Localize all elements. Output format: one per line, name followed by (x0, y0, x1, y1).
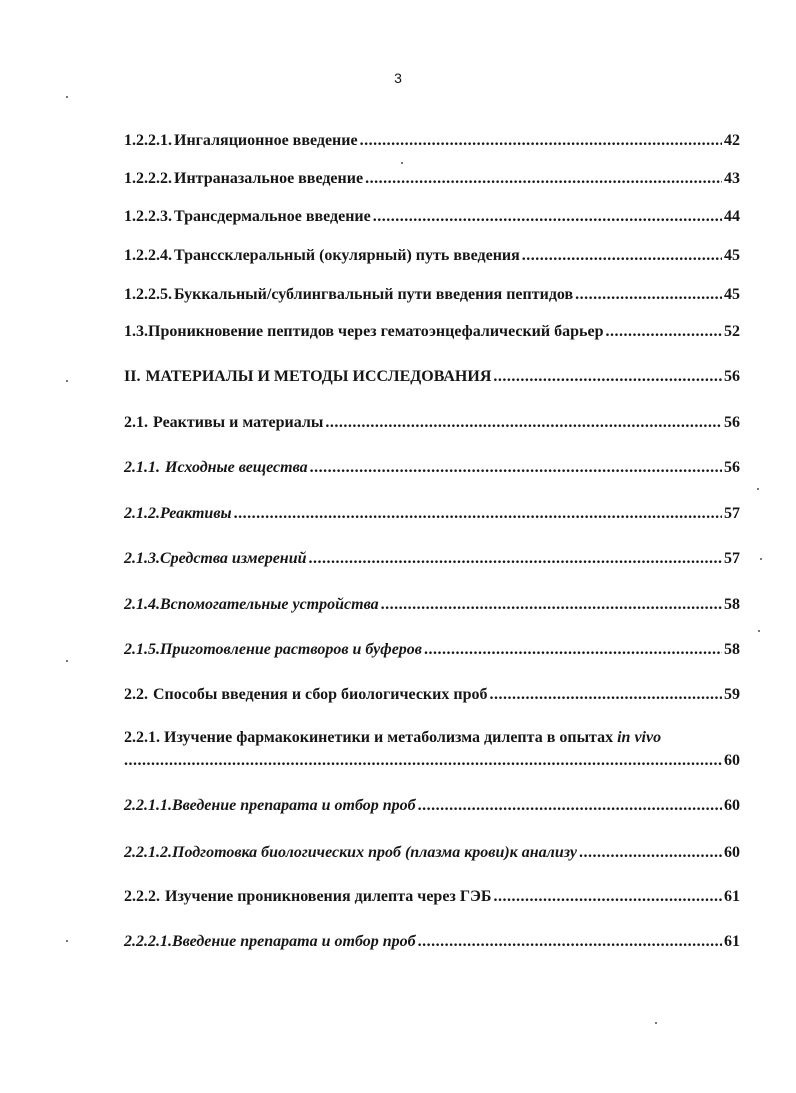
toc-entry-page: 61 (724, 888, 740, 905)
dot-leader (418, 932, 722, 952)
toc-entry-title: Введение препарата и отбор проб (172, 797, 416, 814)
toc-entry-number: 2.2.1.2. (124, 844, 172, 861)
toc-entry[interactable] (124, 169, 740, 189)
toc-entry-number: 2.1.3. (124, 550, 160, 567)
dot-leader (373, 207, 722, 227)
toc-entry-title: Подготовка биологических проб (плазма крови)к анализу (172, 844, 578, 861)
toc-entry-title: Буккальный/сублингвальный пути введения пептидов (174, 286, 574, 303)
toc-entry[interactable] (124, 131, 740, 151)
toc-entry-number: 1.2.2.2. (124, 170, 172, 187)
toc-entry-number: 1.2.2.3. (124, 208, 172, 225)
dot-leader (522, 246, 722, 266)
dot-leader (424, 640, 722, 660)
toc-entry-page: 44 (724, 208, 740, 225)
toc-entry[interactable] (124, 932, 740, 952)
toc-entry-number: 1.2.2.4. (124, 247, 172, 264)
toc-entry[interactable] (124, 728, 740, 748)
toc-entry[interactable] (124, 843, 740, 863)
toc-entry[interactable] (124, 246, 740, 266)
toc-entry[interactable] (124, 796, 740, 816)
toc-entry-title: Способы введения и сбор биологических проб (153, 686, 488, 703)
toc-entry-page: 43 (724, 170, 740, 187)
toc-entry[interactable] (124, 595, 740, 615)
toc-entry-title-italic: in vivo (617, 729, 662, 746)
toc-entry[interactable] (124, 504, 740, 524)
toc-entry-title: Интраназальное введение (174, 170, 364, 187)
toc-entry[interactable] (124, 549, 740, 569)
toc-entry[interactable] (124, 367, 740, 387)
toc-entry-number: 1.3. (124, 323, 148, 340)
dot-leader (575, 285, 722, 305)
toc-entry-title: Изучение фармакокинетики и метаболизма дилепта в опытах (164, 729, 614, 746)
toc-entry[interactable] (124, 413, 740, 433)
scan-speck (66, 940, 68, 942)
dot-leader (493, 887, 722, 907)
scan-speck (757, 488, 759, 490)
toc-entry-number: 2.2.1.1. (124, 797, 172, 814)
dot-leader (124, 751, 722, 771)
toc-entry-page: 45 (724, 247, 740, 264)
toc-entry-number: 2.2.1. (124, 729, 160, 746)
dot-leader (234, 504, 722, 524)
toc-entry-number: 2.1.4. (124, 596, 160, 613)
scan-speck (66, 96, 68, 98)
dot-leader (325, 413, 722, 433)
scan-speck (760, 558, 762, 560)
dot-leader (365, 169, 722, 189)
toc-entry-page: 56 (724, 459, 740, 476)
toc-entry-page: 58 (724, 641, 740, 658)
toc-entry-number: 1.2.2.1. (124, 132, 172, 149)
scan-speck (66, 660, 68, 662)
dot-leader (489, 685, 722, 705)
toc-entry-title: Трансдермальное введение (174, 208, 371, 225)
toc-entry-title: Средства измерений (160, 550, 307, 567)
dot-leader (360, 131, 722, 151)
toc-entry-page: 60 (724, 797, 740, 814)
toc-entry-title: Приготовление растворов и буферов (160, 641, 422, 658)
scan-speck (655, 1022, 657, 1024)
scan-speck (401, 162, 403, 164)
toc-entry-number: 2.2.2.1. (124, 933, 172, 950)
toc-entry-number: 1.2.2.5. (124, 286, 172, 303)
toc-entry[interactable] (124, 640, 740, 660)
toc-entry-page: 57 (724, 550, 740, 567)
dot-leader (579, 843, 722, 863)
toc-entry-title: Введение препарата и отбор проб (172, 933, 416, 950)
toc-entry-page: 59 (724, 686, 740, 703)
toc-entry-page: 60 (724, 844, 740, 861)
toc-entry-number: 2.2. (124, 686, 148, 703)
toc-entry-number: 2.1.1. (124, 459, 160, 476)
toc-entry-continuation[interactable] (124, 751, 740, 771)
toc-entry-title: Изучение проникновения дилепта через ГЭБ (165, 888, 492, 905)
toc-entry[interactable] (124, 887, 740, 907)
scan-speck (66, 380, 68, 382)
toc-entry-page: 58 (724, 596, 740, 613)
dot-leader (605, 322, 722, 342)
toc-entry-page: 45 (724, 286, 740, 303)
toc-entry-page: 42 (724, 132, 740, 149)
toc-entry-title: Проникновение пептидов через гематоэнцефалический барьер (148, 323, 604, 340)
scan-speck (758, 630, 760, 632)
toc-entry-number: 2.1.2. (124, 505, 160, 522)
toc-entry[interactable] (124, 458, 740, 478)
dot-leader (310, 458, 722, 478)
toc-entry-page: 57 (724, 505, 740, 522)
toc-entry-number: II. (124, 368, 141, 385)
toc-entry-title: Транссклеральный (окулярный) путь введения (174, 247, 520, 264)
toc-entry-title: Ингаляционное введение (174, 132, 358, 149)
toc-entry-title: Исходные вещества (165, 459, 308, 476)
toc-entry-page: 56 (724, 414, 740, 431)
toc-entry[interactable] (124, 207, 740, 227)
dot-leader (418, 796, 722, 816)
dot-leader (308, 549, 722, 569)
toc-entry-title: Реактивы (160, 505, 232, 522)
toc-entry-number: 2.2.2. (124, 888, 160, 905)
toc-entry-title: Вспомогательные устройства (160, 596, 379, 613)
toc-entry-number: 2.1.5. (124, 641, 160, 658)
toc-entry[interactable] (124, 322, 740, 342)
page-number: 3 (394, 70, 402, 86)
toc-entry-page: 56 (724, 368, 740, 385)
toc-entry-title: МАТЕРИАЛЫ И МЕТОДЫ ИССЛЕДОВАНИЯ (145, 368, 492, 385)
toc-entry[interactable] (124, 685, 740, 705)
dot-leader (381, 595, 722, 615)
toc-entry-title: Реактивы и материалы (153, 414, 324, 431)
dot-leader (493, 367, 722, 387)
toc-entry-number: 2.1. (124, 414, 148, 431)
toc-entry-page: 61 (724, 933, 740, 950)
toc-entry-page: 52 (724, 323, 740, 340)
toc-entry[interactable] (124, 285, 740, 305)
toc-entry-page: 60 (724, 752, 740, 769)
